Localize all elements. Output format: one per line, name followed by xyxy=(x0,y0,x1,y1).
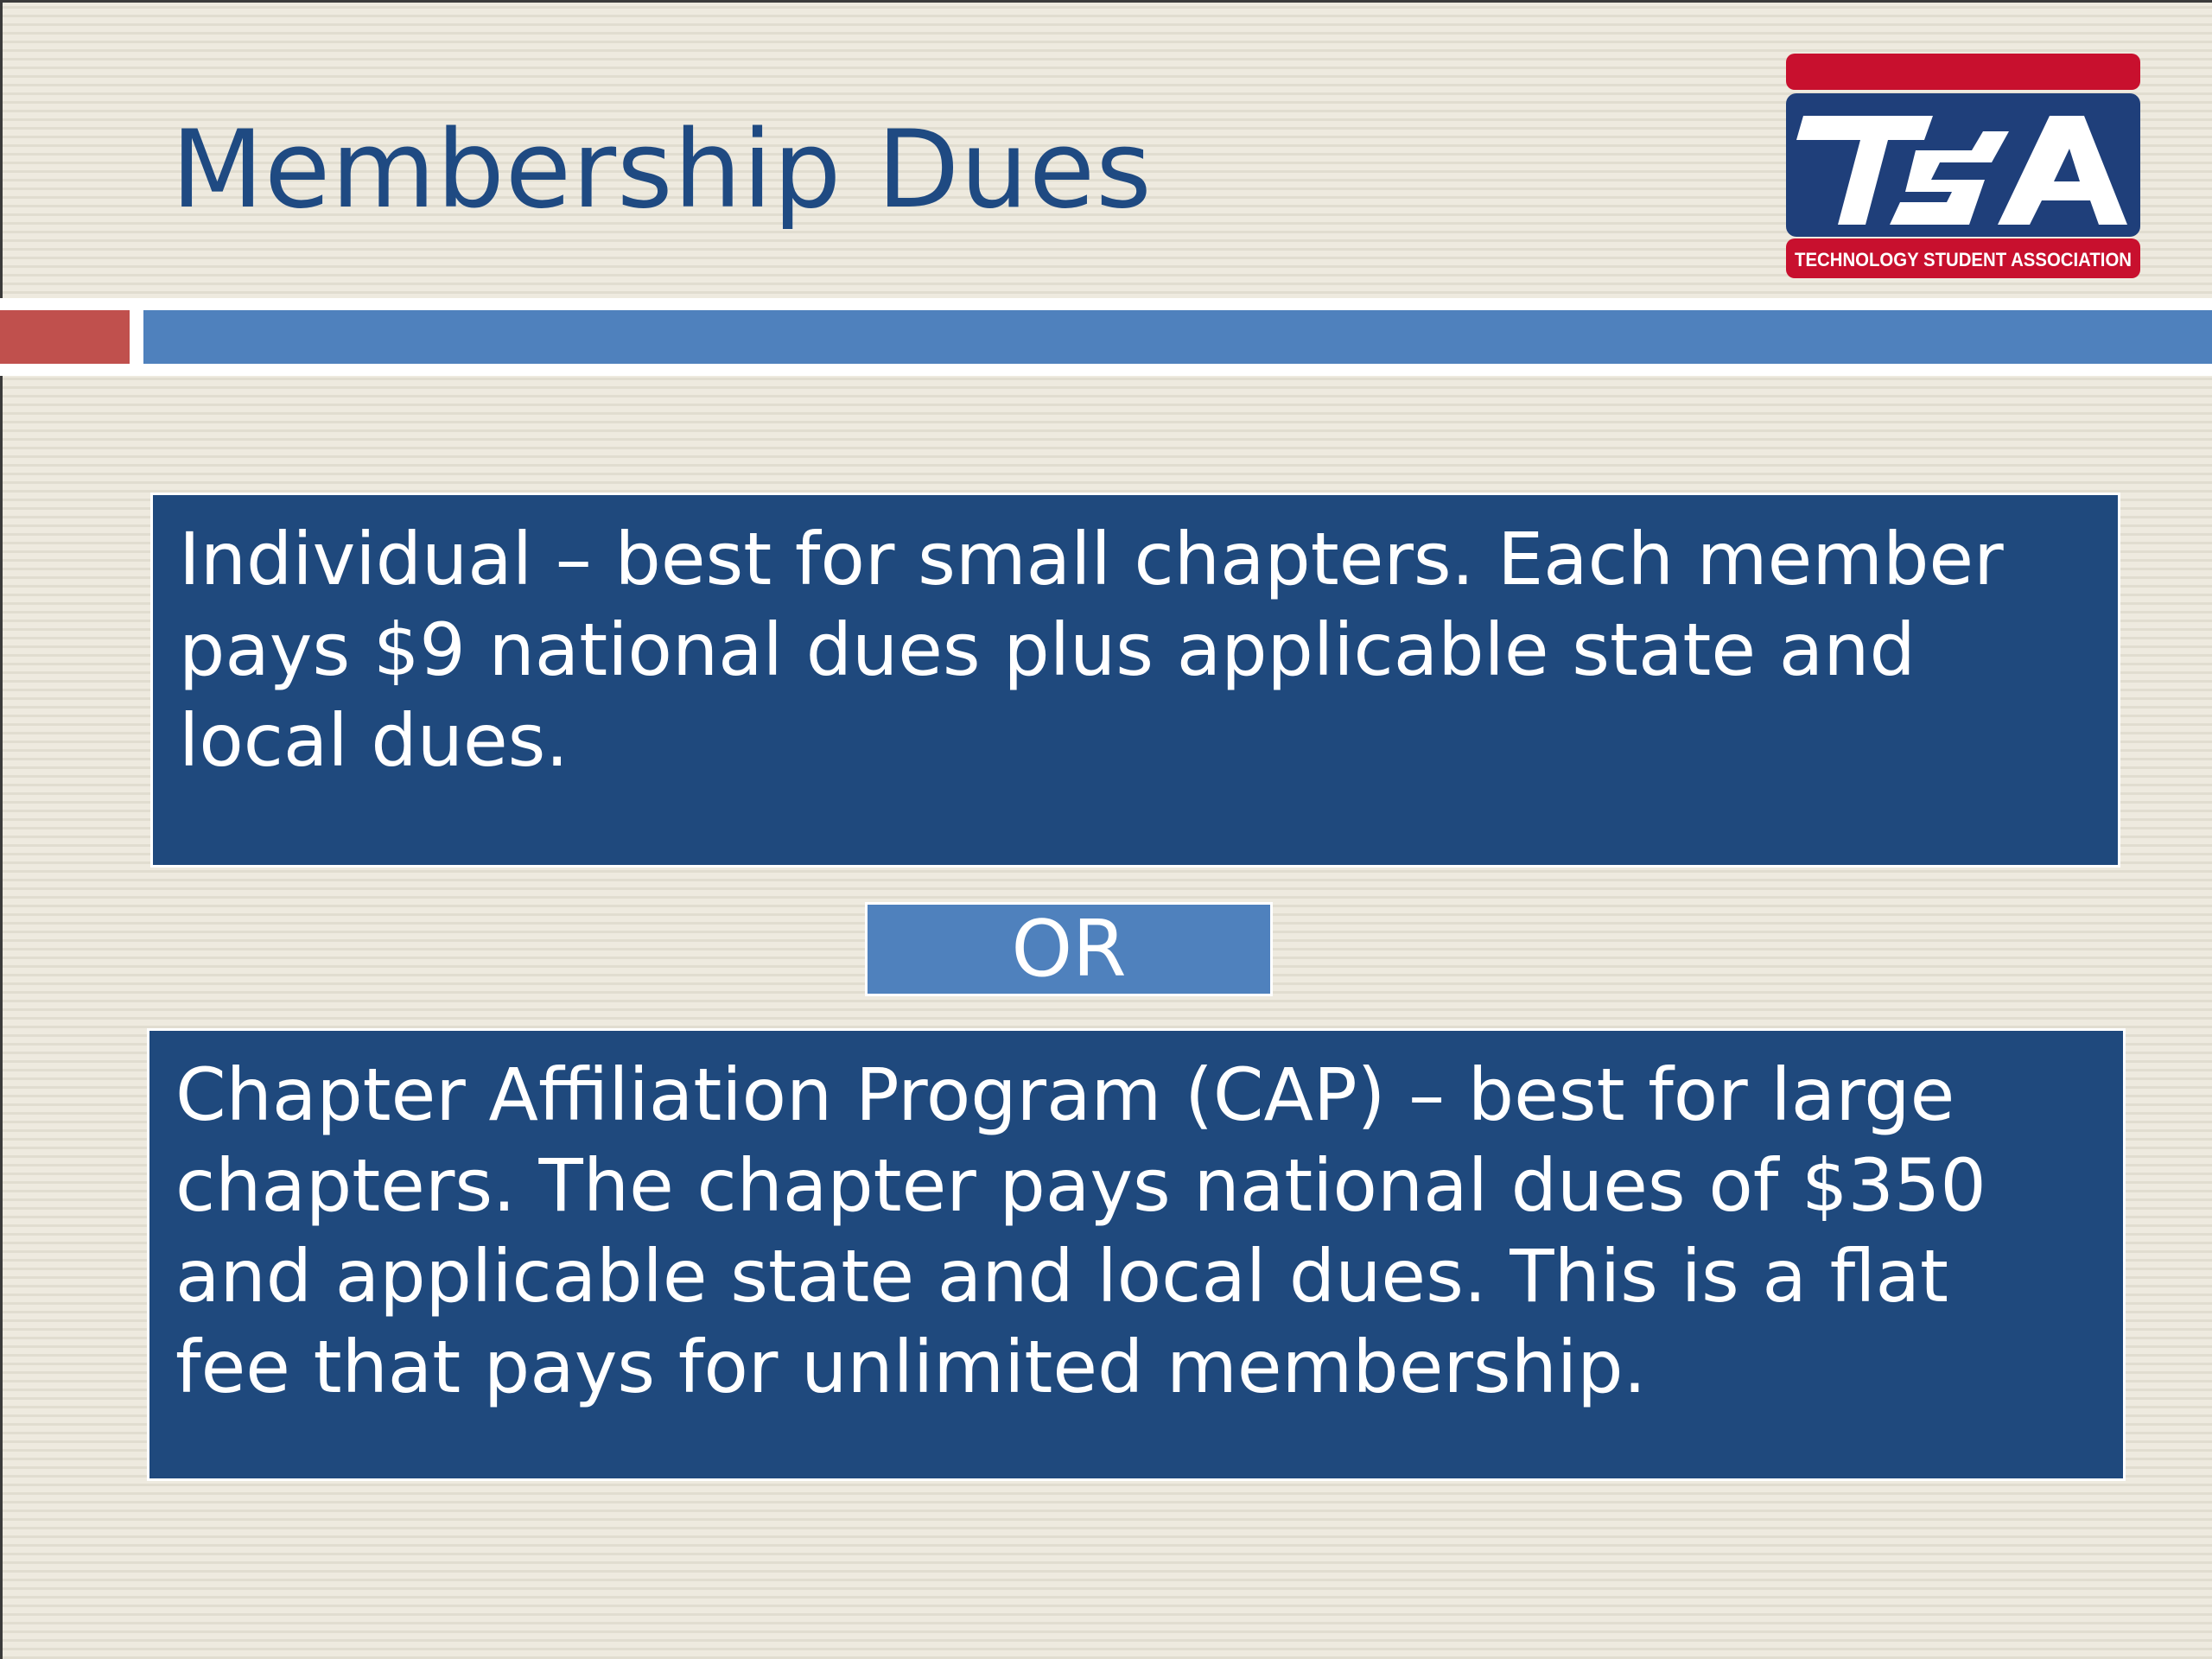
slide-title: Membership Dues xyxy=(171,108,1153,232)
tsa-logo xyxy=(1786,54,2140,278)
or-label: OR xyxy=(1011,904,1127,995)
individual-dues-box xyxy=(150,493,2120,868)
header-rule-red xyxy=(0,310,130,364)
individual-dues-text: Individual – best for small chapters. Each member pays $9 national dues plus applicable state and local dues. xyxy=(179,517,2004,783)
cap-dues-box xyxy=(147,1028,2126,1481)
or-separator xyxy=(865,902,1273,996)
logo-tagline: TECHNOLOGY STUDENT ASSOCIATION xyxy=(1795,249,2132,270)
header-rule-blue xyxy=(143,310,2212,364)
cap-dues-text: Chapter Affiliation Program (CAP) – best for large chapters. The chapter pays national dues of $350 and applicable state and local dues. This is a flat fee that pays for unlimited membership. xyxy=(175,1052,1986,1409)
logo-red-bar xyxy=(1786,54,2140,90)
